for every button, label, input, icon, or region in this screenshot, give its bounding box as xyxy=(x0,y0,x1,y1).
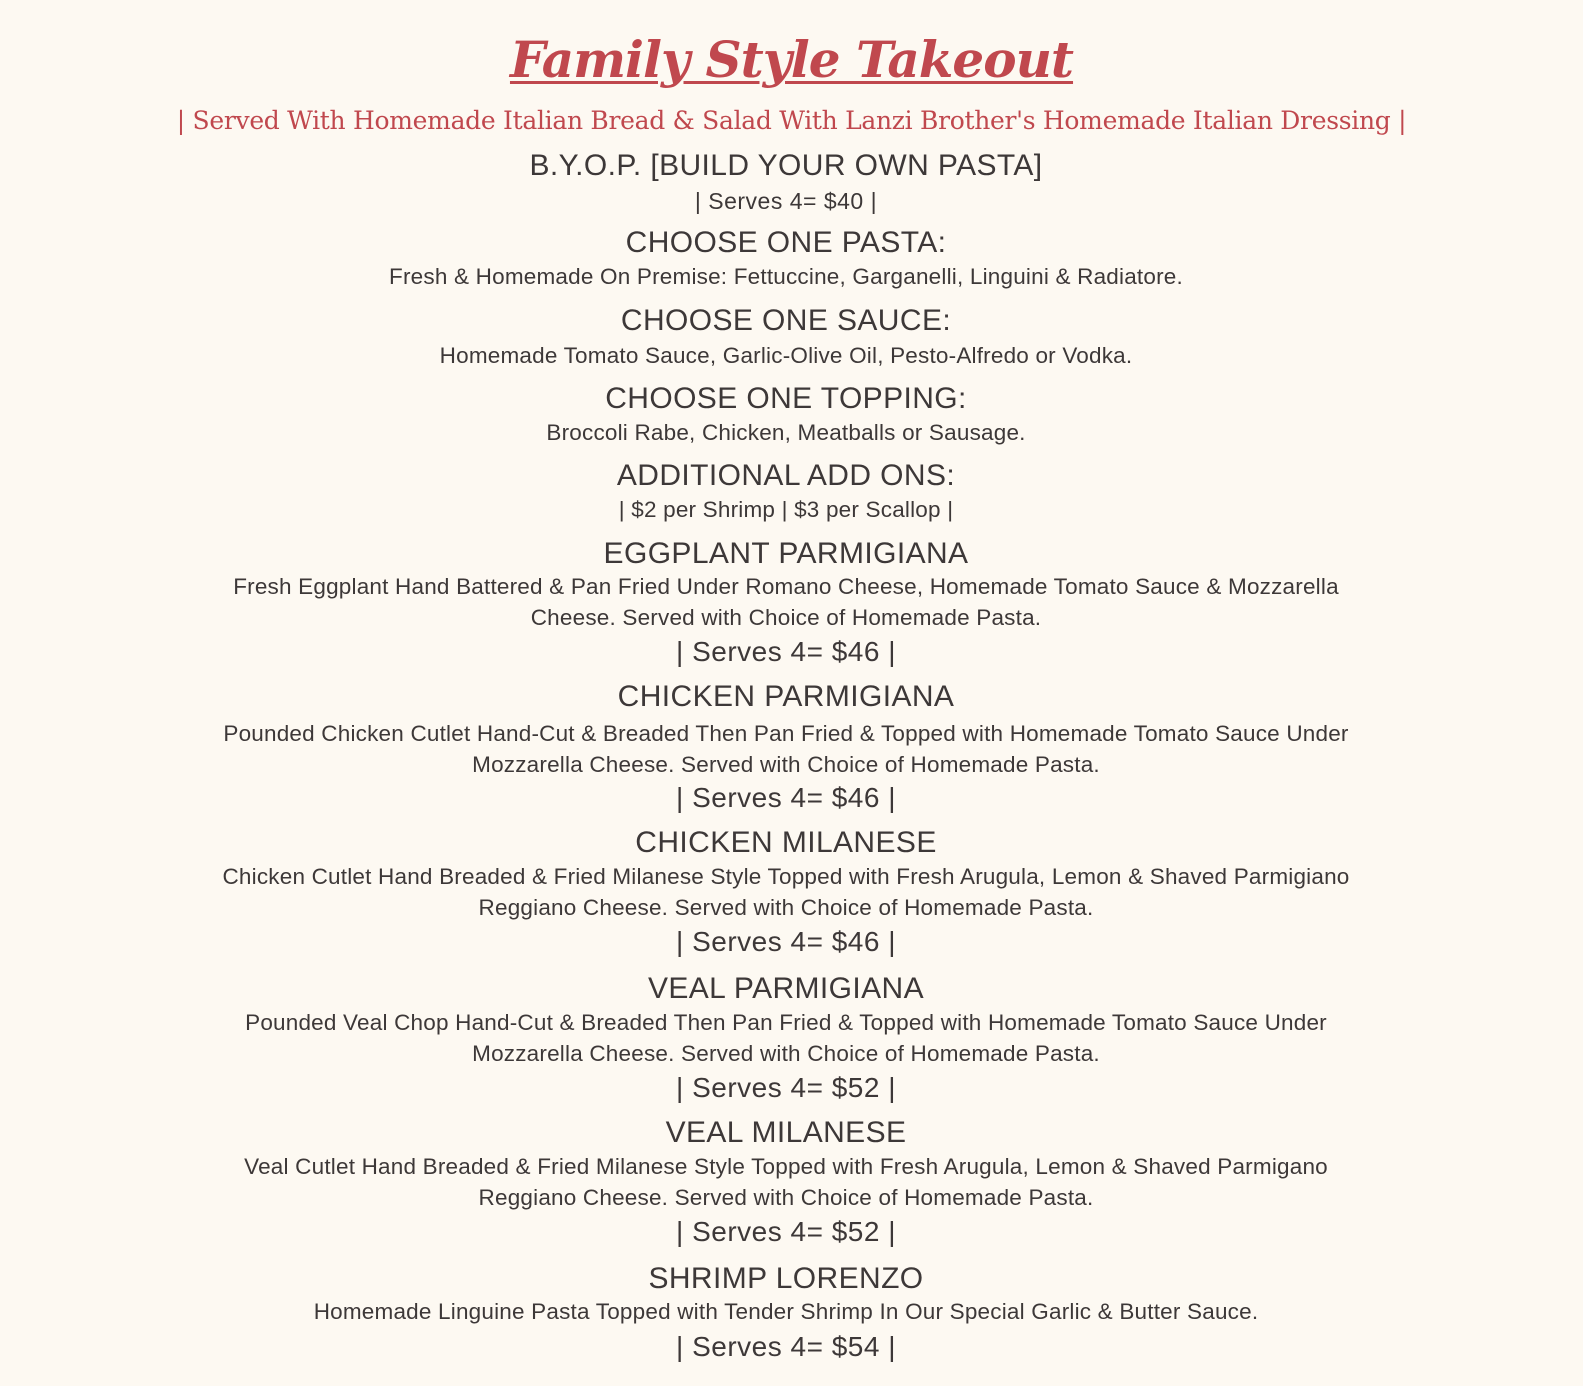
item-desc-line1: Chicken Cutlet Hand Breaded & Fried Milanese Style Topped with Fresh Arugula, Lemon & Shaved Parmigiano xyxy=(222,864,1350,889)
item-desc-line2: Reggiano Cheese. Served with Choice of Homemade Pasta. xyxy=(478,1185,1094,1210)
item-name-chicken-parmigiana: CHICKEN PARMIGIANA xyxy=(617,680,955,713)
item-name-veal-parmigiana: VEAL PARMIGIANA xyxy=(647,972,925,1005)
sauce-heading: CHOOSE ONE SAUCE: xyxy=(620,304,952,337)
topping-options: Broccoli Rabe, Chicken, Meatballs or Sausage. xyxy=(546,420,1026,445)
item-desc-line1: Veal Cutlet Hand Breaded & Fried Milanese Style Topped with Fresh Arugula, Lemon & Shaved Parmigano xyxy=(244,1154,1328,1179)
item-desc-line2: Cheese. Served with Choice of Homemade Pasta. xyxy=(530,605,1042,630)
addons-options: | $2 per Shrimp | $3 per Scallop | xyxy=(618,497,954,522)
item-price: | Serves 4= $46 | xyxy=(676,782,896,813)
item-desc-line2: Mozzarella Cheese. Served with Choice of Homemade Pasta. xyxy=(472,1041,1100,1066)
item-name-eggplant-parmigiana: EGGPLANT PARMIGIANA xyxy=(603,537,969,570)
item-name-veal-milanese: VEAL MILANESE xyxy=(665,1116,907,1149)
item-desc-line1: Fresh Eggplant Hand Battered & Pan Fried Under Romano Cheese, Homemade Tomato Sauce & Mozzarella xyxy=(233,574,1339,599)
item-desc-line1: Pounded Veal Chop Hand-Cut & Breaded Then Pan Fried & Topped with Homemade Tomato Sauce Under xyxy=(245,1010,1327,1035)
item-price: | Serves 4= $52 | xyxy=(676,1216,896,1247)
item-price: | Serves 4= $46 | xyxy=(676,636,896,667)
byop-heading: B.Y.O.P. [BUILD YOUR OWN PASTA] xyxy=(529,149,1043,182)
item-name-shrimp-lorenzo: SHRIMP LORENZO xyxy=(648,1262,924,1295)
pasta-heading: CHOOSE ONE PASTA: xyxy=(625,226,947,259)
addons-heading: ADDITIONAL ADD ONS: xyxy=(616,459,956,492)
item-desc-line1: Pounded Chicken Cutlet Hand-Cut & Breaded Then Pan Fried & Topped with Homemade Tomato Sauce Under xyxy=(223,721,1349,746)
topping-heading: CHOOSE ONE TOPPING: xyxy=(605,382,967,415)
byop-price: | Serves 4= $40 | xyxy=(694,188,878,214)
pasta-options: Fresh & Homemade On Premise: Fettuccine, Garganelli, Linguini & Radiatore. xyxy=(389,264,1183,289)
item-desc-line2: Reggiano Cheese. Served with Choice of Homemade Pasta. xyxy=(478,895,1094,920)
sauce-options: Homemade Tomato Sauce, Garlic-Olive Oil, Pesto-Alfredo or Vodka. xyxy=(439,343,1133,368)
item-price: | Serves 4= $46 | xyxy=(676,926,896,957)
item-price: | Serves 4= $54 | xyxy=(676,1331,896,1362)
item-name-chicken-milanese: CHICKEN MILANESE xyxy=(635,826,937,859)
item-desc-line1: Homemade Linguine Pasta Topped with Tender Shrimp In Our Special Garlic & Butter Sauce. xyxy=(313,1299,1259,1324)
item-price: | Serves 4= $52 | xyxy=(676,1072,896,1103)
menu-title: Family Style Takeout xyxy=(509,30,1074,89)
menu-subtitle: | Served With Homemade Italian Bread & Salad With Lanzi Brother's Homemade Italian Dressing | xyxy=(176,106,1407,135)
item-desc-line2: Mozzarella Cheese. Served with Choice of Homemade Pasta. xyxy=(472,752,1100,777)
